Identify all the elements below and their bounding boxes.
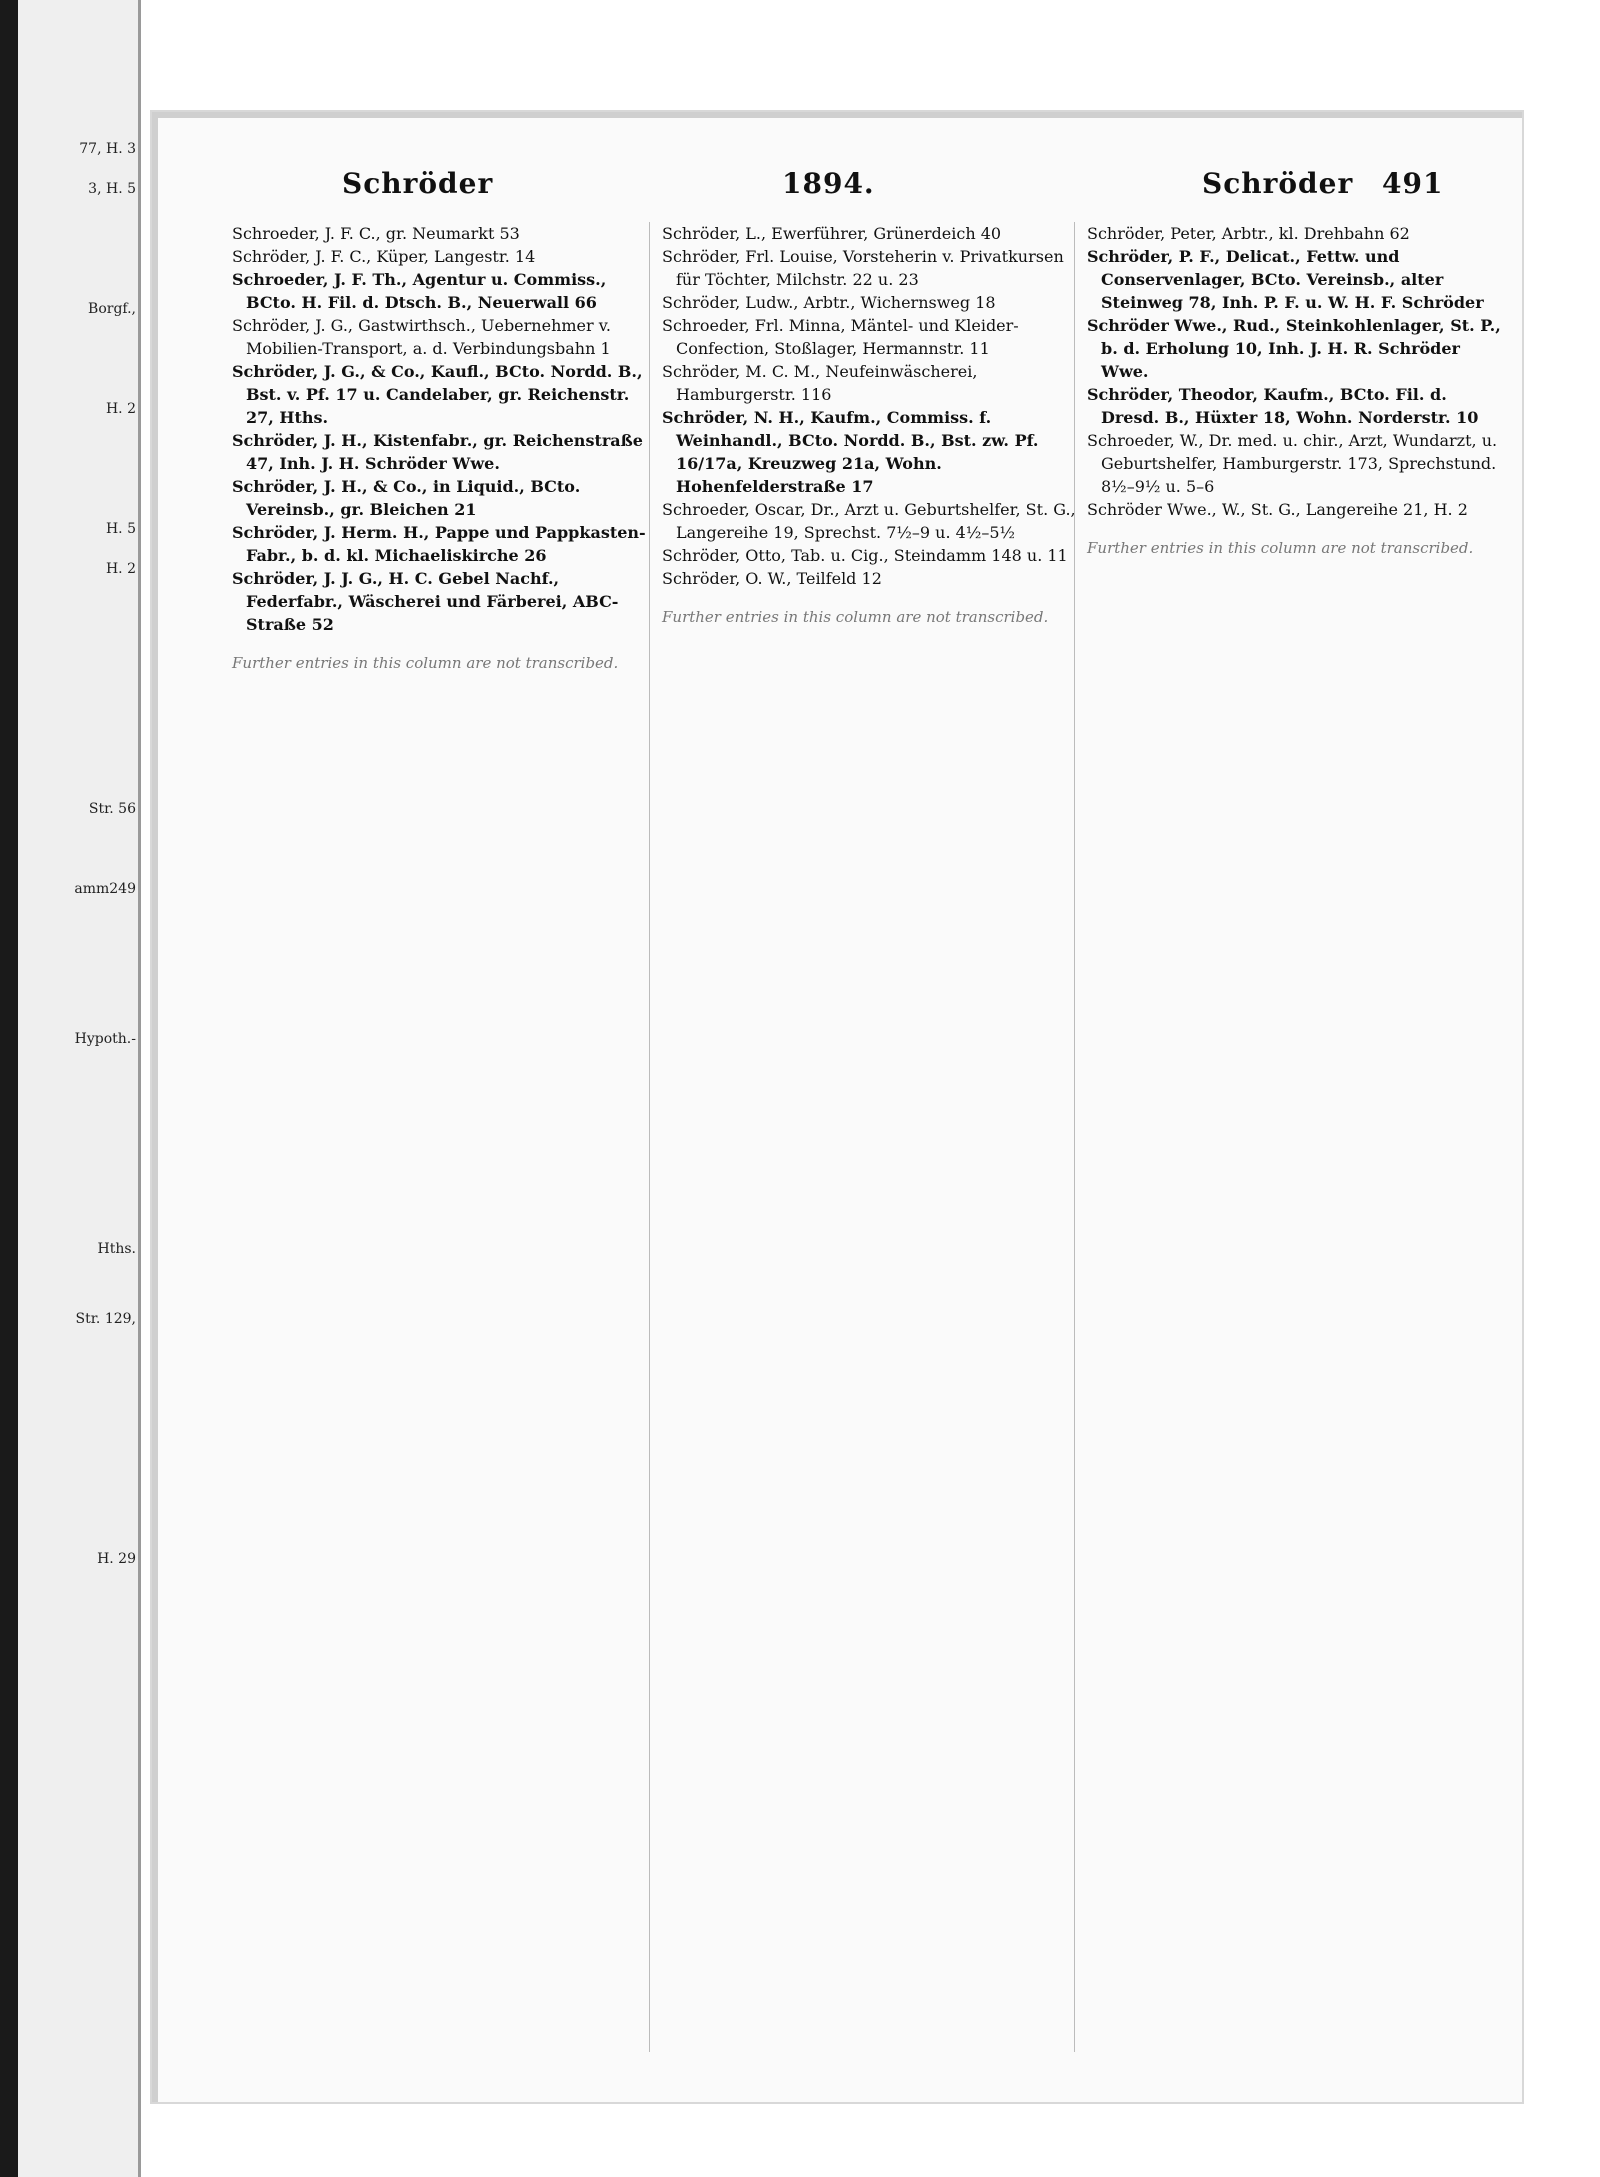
page-number: 491 bbox=[1382, 167, 1444, 200]
column-2 bbox=[662, 222, 1082, 644]
header-year: 1894. bbox=[782, 167, 875, 200]
previous-page-fragment: Hths. bbox=[97, 1241, 136, 1257]
directory-entry: Schröder, Otto, Tab. u. Cig., Steindamm 148 u. 11 bbox=[662, 546, 1068, 565]
directory-entry: Schröder, Theodor, Kaufm., BCto. Fil. d. Dresd. B., Hüxter 18, Wohn. Norderstr. 10 bbox=[1087, 385, 1479, 427]
directory-entry: Schröder, Frl. Louise, Vorsteherin v. Privatkursen für Töchter, Milchstr. 22 u. 23 bbox=[662, 247, 1064, 289]
directory-entry: Schröder, P. F., Delicat., Fettw. und Conservenlager, BCto. Vereinsb., alter Steinweg 78, Inh. P. F. u. W. H. F. Schröder bbox=[1087, 247, 1484, 312]
previous-page-fragment: H. 2 bbox=[105, 401, 136, 417]
directory-entry: Schröder, J. F. C., Küper, Langestr. 14 bbox=[232, 247, 536, 266]
directory-entry: Schroeder, Frl. Minna, Mäntel- und Kleider-Confection, Stoßlager, Hermannstr. 11 bbox=[662, 316, 1019, 358]
directory-entry: Schroeder, J. F. C., gr. Neumarkt 53 bbox=[232, 224, 520, 243]
previous-page-edge bbox=[18, 0, 141, 2177]
directory-entry: Schröder, O. W., Teilfeld 12 bbox=[662, 569, 882, 588]
running-header bbox=[152, 167, 1522, 207]
directory-entry: Schröder Wwe., Rud., Steinkohlenlager, St. P., b. d. Erholung 10, Inh. J. H. R. Schröder Wwe. bbox=[1087, 316, 1501, 381]
directory-entry: Schröder, M. C. M., Neufeinwäscherei, Hamburgerstr. 116 bbox=[662, 362, 978, 404]
previous-page-fragment: 77, H. 3 bbox=[79, 141, 136, 157]
column-3 bbox=[1087, 222, 1507, 575]
previous-page-fragment: H. 29 bbox=[97, 1551, 136, 1567]
column-1 bbox=[232, 222, 652, 690]
directory-entry: Schroeder, Oscar, Dr., Arzt u. Geburtshelfer, St. G., Langereihe 19, Sprechst. 7½–9 u. 4½–5½ bbox=[662, 500, 1076, 542]
omitted-entries-note: Further entries in this column are not transcribed. bbox=[662, 608, 1049, 626]
omitted-entries-note: Further entries in this column are not transcribed. bbox=[232, 654, 619, 672]
previous-page-fragment: Str. 56 bbox=[88, 801, 136, 817]
previous-page-fragment: Borgf., bbox=[88, 301, 136, 317]
previous-page-fragment: Hypoth.- bbox=[74, 1031, 136, 1047]
directory-entry: Schroeder, W., Dr. med. u. chir., Arzt, Wundarzt, u. Geburtshelfer, Hamburgerstr. 173, Sprechstund. 8½–9½ u. 5–6 bbox=[1087, 431, 1498, 496]
directory-entry: Schröder Wwe., W., St. G., Langereihe 21, H. 2 bbox=[1087, 500, 1468, 519]
header-right-name: Schröder bbox=[1202, 167, 1354, 200]
directory-entry: Schröder, J. G., & Co., Kaufl., BCto. Nordd. B., Bst. v. Pf. 17 u. Candelaber, gr. Reichenstr. 27, Hths. bbox=[232, 362, 643, 427]
directory-entry: Schröder, J. H., & Co., in Liquid., BCto. Vereinsb., gr. Bleichen 21 bbox=[232, 477, 581, 519]
directory-entry: Schröder, J. H., Kistenfabr., gr. Reichenstraße 47, Inh. J. H. Schröder Wwe. bbox=[232, 431, 643, 473]
previous-page-fragment: 3, H. 5 bbox=[88, 181, 136, 197]
directory-page bbox=[150, 110, 1524, 2104]
directory-entry: Schröder, N. H., Kaufm., Commiss. f. Weinhandl., BCto. Nordd. B., Bst. zw. Pf. 16/17a, Kreuzweg 21a, Wohn. Hohenfelderstraße 17 bbox=[662, 408, 1039, 496]
directory-entry: Schröder, J. G., Gastwirthsch., Uebernehmer v. Mobilien-Transport, a. d. Verbindungsbahn 1 bbox=[232, 316, 611, 358]
directory-entry: Schröder, Ludw., Arbtr., Wichernsweg 18 bbox=[662, 293, 996, 312]
previous-page-fragment: amm249 bbox=[74, 881, 136, 897]
omitted-entries-note: Further entries in this column are not transcribed. bbox=[1087, 539, 1474, 557]
directory-entry: Schröder, L., Ewerführer, Grünerdeich 40 bbox=[662, 224, 1002, 243]
header-left-name: Schröder bbox=[342, 167, 494, 200]
previous-page-fragment: Str. 129, bbox=[75, 1311, 136, 1327]
previous-page-fragment: H. 2 bbox=[105, 561, 136, 577]
scan-border bbox=[0, 0, 18, 2177]
directory-entry: Schröder, J. J. G., H. C. Gebel Nachf., Federfabr., Wäscherei und Färberei, ABC-Straße 52 bbox=[232, 569, 619, 634]
directory-entry: Schröder, Peter, Arbtr., kl. Drehbahn 62 bbox=[1087, 224, 1410, 243]
directory-entry: Schroeder, J. F. Th., Agentur u. Commiss., BCto. H. Fil. d. Dtsch. B., Neuerwall 66 bbox=[232, 270, 607, 312]
previous-page-fragment: H. 5 bbox=[105, 521, 136, 537]
directory-entry: Schröder, J. Herm. H., Pappe und Pappkasten-Fabr., b. d. kl. Michaeliskirche 26 bbox=[232, 523, 646, 565]
